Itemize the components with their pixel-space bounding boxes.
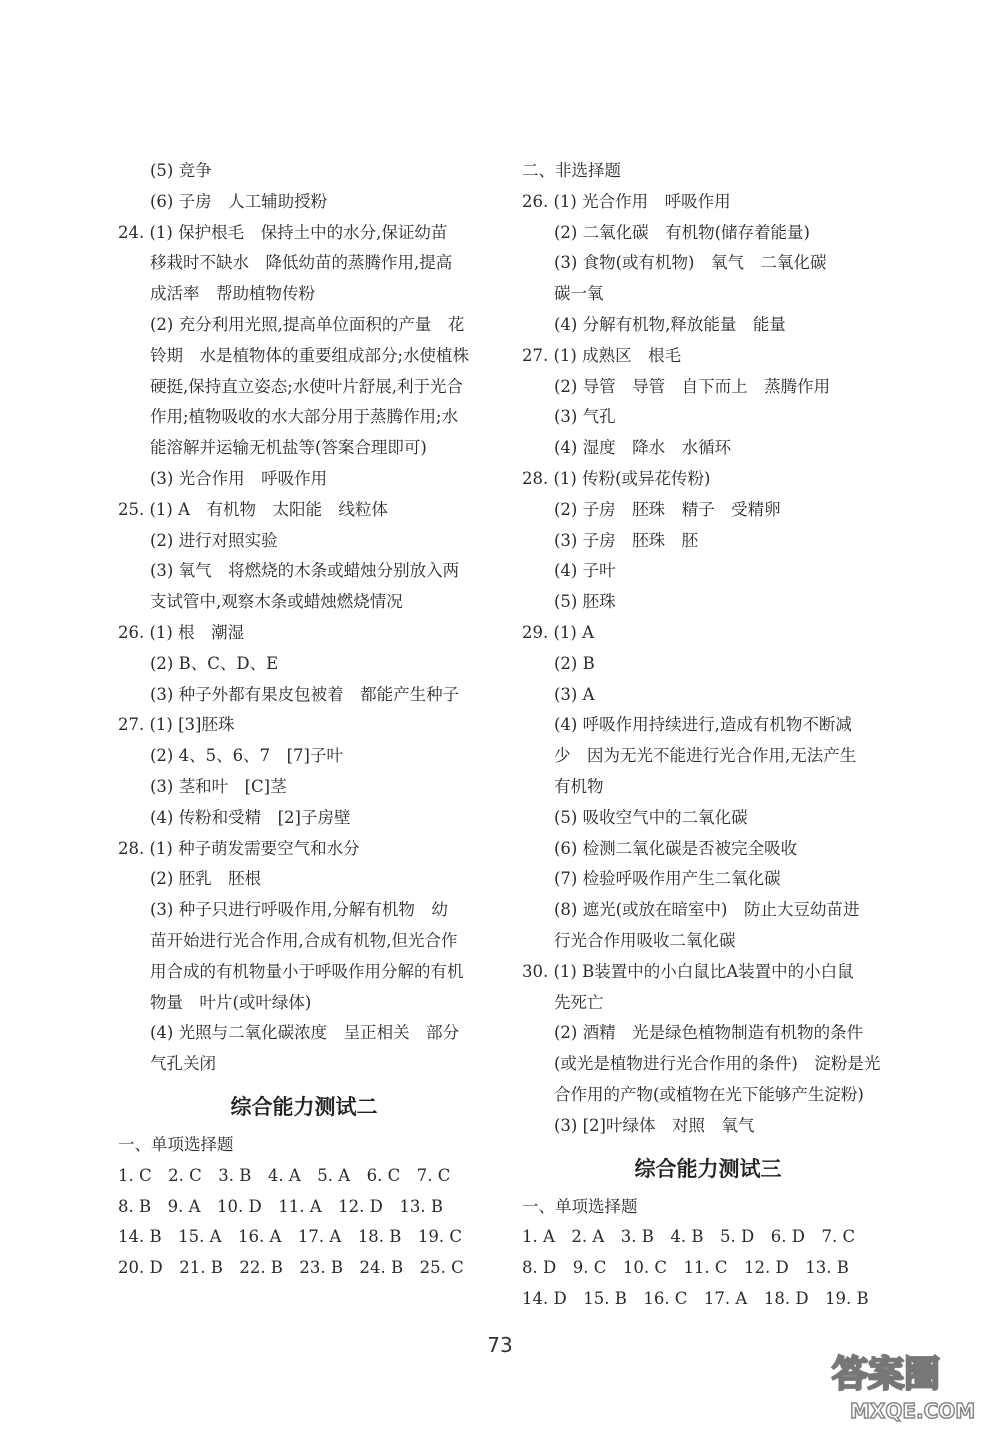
answer-line: (4) 子叶 <box>554 561 616 581</box>
answer-line: (3) [2]叶绿体 对照 氧气 <box>554 1115 755 1135</box>
answer-line: (3) 种子外都有果皮包被着 都能产生种子 <box>150 684 460 704</box>
mc-answer-line: 14. B 15. A 16. A 17. A 18. B 19. C <box>118 1227 463 1247</box>
answer-line: 用合成的有机物量小于呼吸作用分解的有机 <box>150 961 464 981</box>
answer-line: (或光是植物进行光合作用的条件) 淀粉是光 <box>554 1054 881 1074</box>
answer-line: (2) 导管 导管 自下而上 蒸腾作用 <box>554 376 831 396</box>
answer-line: 24. (1) 保护根毛 保持土中的水分,保证幼苗 <box>118 222 448 242</box>
answer-line: (5) 吸收空气中的二氧化碳 <box>554 807 748 827</box>
answer-line: (3) 子房 胚珠 胚 <box>554 530 699 550</box>
answer-line: (4) 呼吸作用持续进行,造成有机物不断减 <box>554 715 852 735</box>
answer-line: (4) 分解有机物,释放能量 能量 <box>554 314 786 334</box>
answer-line: (2) 进行对照实验 <box>150 530 278 550</box>
answer-line: 合作用的产物(或植物在光下能够产生淀粉) <box>554 1084 864 1104</box>
answer-line: 先死亡 <box>554 992 604 1012</box>
answer-line: (5) 竞争 <box>150 161 212 180</box>
mc-answer-block <box>522 1222 894 1314</box>
answer-line: (4) 湿度 降水 水循环 <box>554 438 732 458</box>
answer-line: (2) 子房 胚珠 精子 受精卵 <box>554 499 781 519</box>
answer-line: 铃期 水是植物体的重要组成部分;水使植株 <box>150 345 470 365</box>
answer-line: 26. (1) 光合作用 呼吸作用 <box>522 191 731 211</box>
answer-line: (2) 酒精 光是绿色植物制造有机物的条件 <box>554 1023 864 1043</box>
answer-line: 二、非选择题 <box>522 161 621 180</box>
answer-line: (2) 胚乳 胚根 <box>150 869 262 889</box>
answer-line: 30. (1) B装置中的小白鼠比A装置中的小白鼠 <box>522 961 854 981</box>
answer-line: 26. (1) 根 潮湿 <box>118 622 245 642</box>
answer-line: 苗开始进行光合作用,合成有机物,但光合作 <box>150 930 458 950</box>
answer-line: (2) 二氧化碳 有机物(储存着能量) <box>554 222 810 242</box>
answer-line: (4) 光照与二氧化碳浓度 呈正相关 部分 <box>150 1023 460 1043</box>
answer-line: (6) 子房 人工辅助授粉 <box>150 191 328 211</box>
answer-line: (6) 检测二氧化碳是否被完全吸收 <box>554 838 798 858</box>
left-answer-lines <box>118 156 490 1080</box>
answer-line: (3) 氧气 将燃烧的木条或蜡烛分别放入两 <box>150 561 460 581</box>
answer-line: 28. (1) 传粉(或异花传粉) <box>522 468 711 488</box>
mc-answer-line: 8. D 9. C 10. C 11. C 12. D 13. B <box>522 1258 849 1278</box>
mc-answer-line: 20. D 21. B 22. B 23. B 24. B 25. C <box>118 1258 464 1278</box>
section-subtitle: 一、单项选择题 <box>118 1134 234 1154</box>
answer-line: (2) B <box>554 653 595 673</box>
right-answer-lines <box>522 156 894 1142</box>
answer-line: 29. (1) A <box>522 622 595 642</box>
answer-line: (3) 光合作用 呼吸作用 <box>150 468 328 488</box>
answer-line: 28. (1) 种子萌发需要空气和水分 <box>118 838 360 858</box>
answer-line: 硬挺,保持直立姿态;水使叶片舒展,利于光合 <box>150 376 464 396</box>
answer-line: (4) 传粉和受精 [2]子房壁 <box>150 807 351 827</box>
answer-line: (3) 气孔 <box>554 407 616 427</box>
answer-line: 27. (1) [3]胚珠 <box>118 715 235 735</box>
answer-line: (3) 种子只进行呼吸作用,分解有机物 幼 <box>150 900 448 920</box>
watermark-url: MXQE.COM <box>850 1399 976 1423</box>
answer-line: (8) 遮光(或放在暗室中) 防止大豆幼苗进 <box>554 900 860 920</box>
section-title-test-3: 综合能力测试三 <box>634 1156 782 1181</box>
answer-line: (3) 茎和叶 [C]茎 <box>150 776 287 796</box>
answer-line: 成活率 帮助植物传粉 <box>150 284 315 304</box>
watermark-logo <box>826 1338 996 1426</box>
answer-line: (7) 检验呼吸作用产生二氧化碳 <box>554 869 781 889</box>
answer-line: 27. (1) 成熟区 根毛 <box>522 345 682 365</box>
answer-line: 支试管中,观察木条或蜡烛燃烧情况 <box>150 592 403 612</box>
answer-line: 有机物 <box>554 776 604 796</box>
answer-line: 作用;植物吸收的水大部分用于蒸腾作用;水 <box>150 407 459 427</box>
answer-line: 气孔关闭 <box>150 1054 216 1074</box>
mc-answer-line: 14. D 15. B 16. C 17. A 18. D 19. B <box>522 1288 869 1308</box>
answer-line: 碳一氧 <box>554 284 604 304</box>
answer-line: 物量 叶片(或叶绿体) <box>150 992 312 1012</box>
mc-answer-line: 1. A 2. A 3. B 4. B 5. D 6. D 7. C <box>522 1227 856 1247</box>
answer-line: 少 因为无光不能进行光合作用,无法产生 <box>554 746 857 766</box>
section-subtitle: 一、单项选择题 <box>522 1196 638 1216</box>
answer-line: (3) 食物(或有机物) 氧气 二氧化碳 <box>554 253 827 273</box>
mc-answer-line: 1. C 2. C 3. B 4. A 5. A 6. C 7. C <box>118 1165 451 1185</box>
left-column <box>118 156 490 1284</box>
watermark-text: 答案圈 <box>832 1354 941 1395</box>
answer-line: (5) 胚珠 <box>554 592 616 612</box>
answer-line: 行光合作用吸收二氧化碳 <box>554 930 736 950</box>
page-number: 73 <box>487 1333 513 1357</box>
mc-answer-block <box>118 1161 490 1284</box>
answer-line: (2) B、C、D、E <box>150 653 279 673</box>
section-title-test-2: 综合能力测试二 <box>230 1094 378 1119</box>
answer-line: (3) A <box>554 684 595 704</box>
mc-answer-line: 8. B 9. A 10. D 11. A 12. D 13. B <box>118 1196 443 1216</box>
answer-line: 能溶解并运输无机盐等(答案合理即可) <box>150 438 427 458</box>
right-column <box>522 156 894 1315</box>
answer-line: 25. (1) A 有机物 太阳能 线粒体 <box>118 499 389 519</box>
answer-line: (2) 4、5、6、7 [7]子叶 <box>150 746 343 766</box>
answer-line: (2) 充分利用光照,提高单位面积的产量 花 <box>150 314 465 334</box>
answer-line: 移栽时不缺水 降低幼苗的蒸腾作用,提高 <box>150 253 453 273</box>
